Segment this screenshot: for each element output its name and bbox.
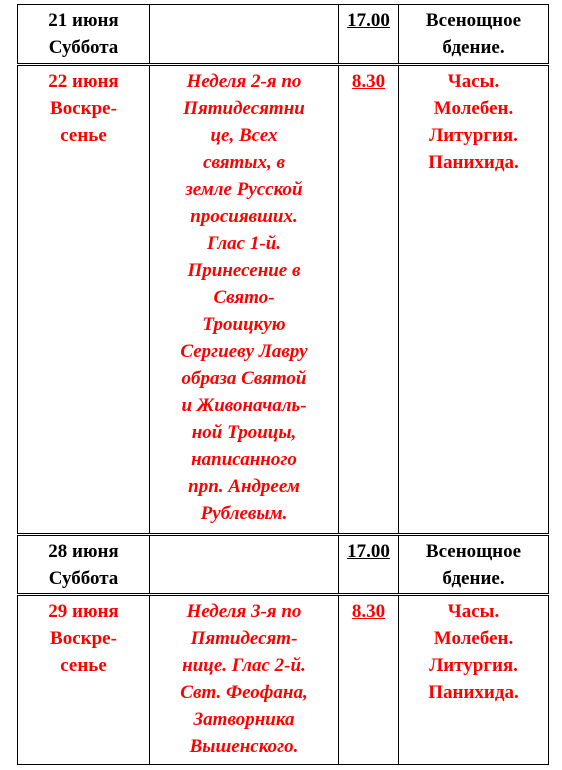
time-cell: [339, 5, 399, 65]
weekday: сенье: [60, 125, 107, 146]
weekday: Воскре-: [50, 98, 117, 119]
date-cell: [18, 65, 150, 535]
table-row: [18, 535, 549, 595]
service-line: Литургия.: [429, 655, 518, 676]
service-line: Литургия.: [429, 125, 518, 146]
table-row: [18, 595, 549, 765]
service-time: 8.30: [351, 71, 386, 92]
service-line: Молебен.: [433, 98, 514, 119]
service-time: 8.30: [351, 601, 386, 622]
feast-line: написанного: [191, 449, 297, 470]
feast-line: Вышенского.: [189, 736, 299, 757]
service-line: Часы.: [447, 601, 500, 622]
service-line: Всенощное: [425, 541, 522, 562]
feast-cell: [150, 65, 339, 535]
feast-line: святых, в: [203, 152, 285, 173]
service-time: 17.00: [347, 10, 390, 31]
date: 29 июня: [48, 601, 119, 622]
time-cell: [339, 595, 399, 765]
service-line: Часы.: [447, 71, 500, 92]
time-cell: [339, 65, 399, 535]
weekday: Воскре-: [50, 628, 117, 649]
feast-line: Пятидесят-: [190, 628, 298, 649]
feast-line: це, Всех: [210, 125, 278, 146]
feast-line: Принесение в: [187, 260, 301, 281]
feast-cell: [150, 595, 339, 765]
feast-line: Неделя 3-я по: [186, 601, 302, 622]
feast-line: Сергиеву Лавру: [180, 341, 308, 362]
feast-line: просиявших.: [190, 206, 298, 227]
service-line: бдение.: [442, 568, 505, 589]
feast-line: Свт. Феофана,: [180, 682, 308, 703]
service-cell: [399, 5, 549, 65]
feast-line: нице. Глас 2-й.: [182, 655, 306, 676]
service-line: бдение.: [442, 37, 505, 58]
service-line: Молебен.: [433, 628, 514, 649]
feast-line: Неделя 2-я по: [186, 71, 302, 92]
table-row: [18, 65, 549, 535]
date: 28 июня: [48, 541, 119, 562]
service-cell: [399, 535, 549, 595]
feast-line: и Живоначаль-: [181, 395, 307, 416]
service-cell: [399, 65, 549, 535]
feast-line: Глас 1-й.: [206, 233, 282, 254]
weekday: Суббота: [48, 568, 119, 589]
feast-line: Пятидесятни: [183, 98, 305, 119]
feast-line: образа Святой: [181, 368, 307, 389]
schedule-table: [17, 4, 549, 765]
feast-line: Троицкую: [202, 314, 286, 335]
feast-line: Затворника: [193, 709, 295, 730]
feast-line: земле Русской: [185, 179, 303, 200]
service-time: 17.00: [347, 541, 390, 562]
date-cell: [18, 595, 150, 765]
weekday: сенье: [60, 655, 107, 676]
date: 22 июня: [48, 71, 119, 92]
feast-line: прп. Андреем: [188, 476, 300, 497]
feast-cell: [150, 5, 339, 65]
service-cell: [399, 595, 549, 765]
date-cell: [18, 535, 150, 595]
table-row: [18, 5, 549, 65]
service-line: Панихида.: [428, 152, 519, 173]
service-line: Всенощное: [425, 10, 522, 31]
time-cell: [339, 535, 399, 595]
date-cell: [18, 5, 150, 65]
feast-cell: [150, 535, 339, 595]
feast-line: Рублевым.: [200, 503, 288, 524]
feast-line: ной Троицы,: [191, 422, 297, 443]
date: 21 июня: [48, 10, 119, 31]
feast-line: Свято-: [213, 287, 275, 308]
weekday: Суббота: [48, 37, 119, 58]
service-line: Панихида.: [428, 682, 519, 703]
